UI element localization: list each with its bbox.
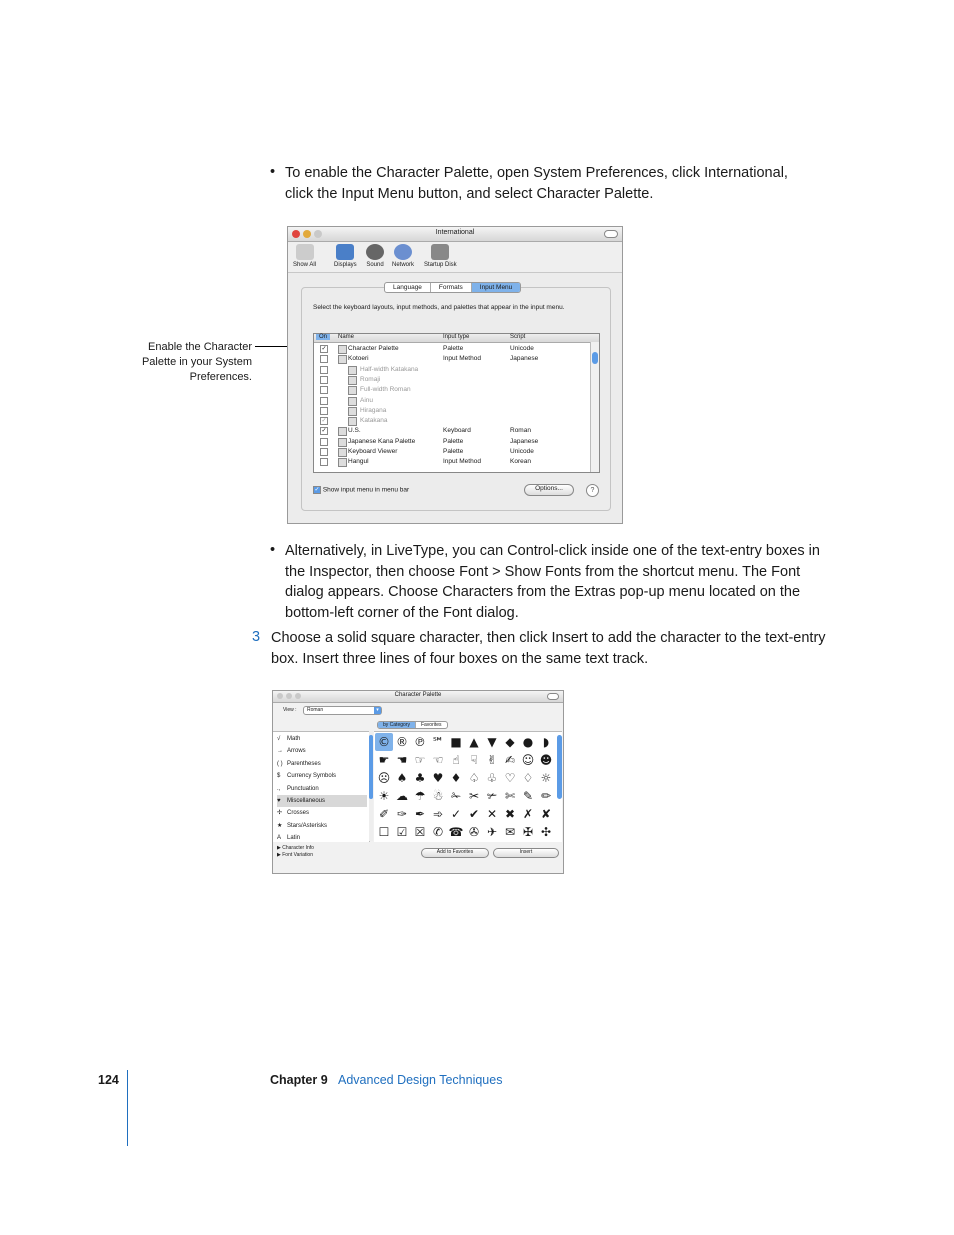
tab-input-menu[interactable]: Input Menu [472,283,521,292]
input-source-icon [338,345,347,354]
tab-formats[interactable]: Formats [431,283,472,292]
category-item[interactable] [277,820,367,832]
list-item[interactable] [314,375,589,385]
category-item[interactable] [277,795,367,807]
international-window [287,226,623,524]
show-menu-label: Show input menu in menu bar [322,486,410,494]
character-info-disclosure[interactable]: ▶ Character Info [277,845,314,851]
input-source-icon [348,417,357,426]
list-item-script: Roman [510,427,531,435]
footer-rule [127,1070,128,1146]
glyph-cell[interactable]: ➾ [432,807,444,821]
category-list [273,731,370,842]
glyph-cell[interactable]: ■ [450,735,462,749]
category-item[interactable] [277,733,367,745]
view-label: View : [283,707,297,713]
glyph-cell[interactable]: ☑ [396,825,408,839]
glyph-cell[interactable]: ✍ [504,753,516,767]
list-item[interactable] [314,354,589,364]
list-item[interactable] [314,344,589,354]
list-item[interactable] [314,437,589,447]
category-label: Parentheses [287,760,321,767]
input-source-icon [348,386,357,395]
chapter-title: Advanced Design Techniques [338,1073,503,1087]
show-all-icon [296,244,314,260]
window-title: International [435,229,475,236]
show-menu-checkbox[interactable]: ✓ [314,487,320,493]
glyph-cell[interactable]: ♤ [468,771,480,785]
palette-title: Character Palette [394,692,442,698]
glyph-cell[interactable]: ♠ [396,771,408,785]
step-number: 3 [252,629,261,645]
list-item-checkbox[interactable] [320,386,328,394]
column-script[interactable]: Script [510,334,526,340]
list-item-name: Character Palette [348,345,399,352]
category-icon: A [277,835,282,842]
category-item[interactable] [277,770,367,782]
glyph-cell[interactable]: ✔ [468,807,480,821]
toolbar-startup-disk[interactable]: Startup Disk [424,244,457,268]
category-item[interactable] [277,783,367,795]
toolbar-displays[interactable]: Displays [334,244,357,268]
category-icon: → [277,748,283,755]
glyph-cell[interactable]: ✐ [378,807,390,821]
info-disclosures [277,845,314,859]
category-icon: √ [277,736,281,742]
glyph-cell[interactable]: ✈ [486,825,498,839]
category-icon: ★ [277,822,283,829]
glyph-cell[interactable]: ☂ [414,789,426,803]
glyph-cell[interactable]: ☎ [448,825,464,839]
glyph-cell[interactable]: ✏ [540,789,552,803]
category-item[interactable] [277,807,367,819]
bullet-dot: • [270,164,276,180]
list-item-type: Palette [443,345,464,352]
list-header [314,334,599,343]
input-source-icon [348,366,357,375]
glyph-cell[interactable]: ☟ [470,753,478,767]
glyph-cell[interactable]: ☐ [378,825,390,839]
list-scrollbar[interactable] [590,342,599,472]
toolbar-network[interactable]: Network [392,244,414,268]
list-item-name: Katakana [360,417,388,425]
category-icon: $ [277,773,281,780]
glyph-cell[interactable]: ✠ [522,825,534,839]
category-label: Math [287,736,301,742]
list-item-checkbox[interactable] [320,407,328,415]
glyph-cell[interactable]: ℗ [414,735,426,749]
glyph-cell[interactable]: ▲ [469,735,479,749]
window-titlebar[interactable] [288,227,622,242]
prefs-toolbar [288,242,622,273]
glyph-grid [374,731,562,842]
category-label: Miscellaneous [287,798,326,804]
list-item-checkbox[interactable] [320,458,328,466]
input-source-icon [338,438,347,447]
glyph-cell[interactable]: ✉ [504,825,516,839]
list-item-name: Ainu [360,396,374,404]
view-select[interactable]: Roman ▾ [303,706,382,715]
glyph-cell[interactable]: ☼ [540,771,552,785]
tab-language[interactable]: Language [385,283,431,292]
list-item-type: Keyboard [443,427,471,435]
display-icon [336,244,354,260]
glyph-cell[interactable]: ● [522,735,534,749]
glyph-cell[interactable]: ✎ [522,789,534,803]
list-item-checkbox[interactable] [320,448,328,456]
palette-tab-bar [377,721,448,729]
list-item-script: Japanese [510,355,539,363]
glyph-cell[interactable]: ♣ [414,771,426,785]
glyph-cell[interactable]: ✇ [468,825,480,839]
list-item[interactable] [314,416,589,426]
category-item[interactable] [277,832,367,844]
glyph-cell[interactable]: ☚ [396,753,408,767]
list-item-type: Input Method [443,458,481,466]
glyph-cell[interactable]: ☀ [378,789,390,803]
glyph-cell[interactable]: ✕ [486,807,498,821]
list-item-checkbox[interactable] [320,355,328,363]
category-scrollbar[interactable] [369,731,373,841]
glyph-cell[interactable]: ✌ [486,753,498,767]
category-label: Currency Symbols [287,773,337,780]
toolbar-toggle-icon[interactable] [604,230,618,238]
glyph-cell[interactable]: ℠ [431,735,445,749]
list-item-name: Full-width Roman [360,386,411,394]
list-item-checkbox[interactable] [320,438,328,446]
glyph-cell[interactable]: ☺ [521,753,535,767]
toolbar-sound[interactable]: Sound [366,244,384,268]
category-label: Stars/Asterisks [287,822,328,829]
glyph-cell[interactable]: ✂ [468,789,480,803]
list-item[interactable] [314,365,589,375]
bullet-text-2: Alternatively, in LiveType, you can Control-click inside one of the text-entry boxes in the Inspector, then choose Font > Show Fonts from the shortcut menu. The Font dialog appears. Choose Characters from the Extras pop-up menu located on the bottom-left corner of the Font dialog. [285,543,820,621]
list-item[interactable] [314,406,589,416]
list-item[interactable] [314,385,589,395]
list-item-script: Korean [510,458,531,466]
category-label: Punctuation [287,785,319,792]
list-item-name: Half-width Katakana [360,365,419,373]
speaker-icon [366,244,384,260]
font-variation-disclosure[interactable]: ▶ Font Variation [277,852,313,858]
list-item-checkbox[interactable]: ✓ [321,346,327,352]
input-source-icon [338,427,347,436]
glyph-cell[interactable]: ◆ [505,735,515,749]
glyph-cell[interactable]: ✓ [450,807,462,821]
glyph-cell[interactable]: ♡ [504,771,516,785]
help-button[interactable]: ? [586,484,599,497]
glyph-cell[interactable]: ♥ [432,771,444,785]
category-icon: ( ) [277,760,283,767]
callout-text: Enable the Character Palette in your System Preferences. [141,341,252,383]
list-item-checkbox[interactable] [320,397,328,405]
step-text: Choose a solid square character, then click Insert to add the character to the text-entry box. Insert three lines of four boxes on the same text track. [271,630,826,667]
page-number: 124 [98,1073,119,1087]
category-icon: ., [277,785,281,792]
input-source-icon [348,407,357,416]
list-item-name: Kotoeri [348,355,369,363]
scrollbar-thumb[interactable] [592,352,598,364]
list-item[interactable] [314,426,589,436]
list-item-checkbox[interactable]: ✓ [321,428,327,435]
glyph-cell[interactable]: ✖ [504,807,516,821]
glyph-cell[interactable]: ☞ [414,753,426,767]
category-item[interactable] [277,758,367,770]
input-source-icon [338,458,347,467]
glyph-cell[interactable]: ☛ [378,753,390,767]
glyph-cell[interactable]: ☁ [396,789,408,803]
glyph-cell[interactable]: ♧ [486,771,498,785]
list-item-type: Input Method [443,355,481,363]
list-item[interactable] [314,457,589,467]
list-item-checkbox[interactable]: ✓ [321,418,327,425]
category-scroll-thumb[interactable] [369,735,373,799]
globe-icon [394,244,412,260]
toolbar-show-all[interactable]: Show All [293,244,316,268]
list-item-name: Hiragana [360,406,387,414]
column-on[interactable]: On [316,334,330,340]
glyph-cell[interactable]: ✒ [414,807,426,821]
input-source-icon [348,376,357,385]
glyph-cell[interactable]: ✆ [432,825,444,839]
category-label: Crosses [287,810,310,817]
glyph-cell[interactable]: ☒ [414,825,426,839]
column-name[interactable]: Name [338,334,355,340]
list-item-name: Keyboard Viewer [348,448,398,455]
list-item-type: Palette [443,448,464,455]
category-item[interactable] [277,745,367,757]
category-label: Arrows [287,748,306,755]
list-item[interactable] [314,396,589,406]
glyph-cell[interactable]: ✗ [522,807,534,821]
column-input-type[interactable]: Input type [443,334,470,340]
tab-favorites[interactable]: Favorites [420,722,442,728]
glyph-cell[interactable]: ✘ [540,807,552,821]
instructions-text: Select the keyboard layouts, input methods, and palettes that appear in the input menu. [313,304,565,311]
list-item-type: Palette [443,437,464,445]
category-icon: ✢ [277,810,283,817]
list-item-checkbox[interactable] [320,366,328,374]
insert-button[interactable]: Insert [493,848,559,858]
options-button[interactable]: Options... [524,484,574,496]
glyph-cell[interactable]: ◗ [542,735,550,749]
palette-titlebar[interactable] [273,691,563,703]
toolbar-toggle-icon[interactable] [547,693,559,700]
tab-bar [384,282,521,293]
input-source-icon [348,397,357,406]
glyph-cell[interactable]: ☜ [432,753,444,767]
category-icon: ♥ [277,798,281,804]
list-item[interactable] [314,447,589,457]
list-item-checkbox[interactable] [320,376,328,384]
glyph-cell[interactable]: ☹ [377,771,391,785]
glyph-scroll-thumb[interactable] [557,735,562,799]
chevron-down-icon: ▾ [374,707,381,714]
input-list [313,333,600,473]
glyph-cell[interactable]: ✣ [540,825,552,839]
glyph-cell[interactable]: ▼ [487,735,497,749]
list-item-script: Unicode [510,448,534,455]
character-palette-window [272,690,564,874]
glyph-cell[interactable]: ✃ [486,789,498,803]
list-item-name: Japanese Kana Palette [348,437,416,445]
list-item-script: Japanese [510,437,539,445]
glyph-cell[interactable]: ✑ [396,807,408,821]
glyph-cell[interactable]: ♢ [522,771,534,785]
glyph-cell[interactable]: ✁ [450,789,462,803]
glyph-cell[interactable]: ☝ [452,753,460,767]
input-source-icon [338,355,347,364]
input-source-icon [338,448,347,457]
glyph-cell[interactable]: ✄ [504,789,516,803]
glyph-cell[interactable]: ® [396,735,408,749]
glyph-cell[interactable]: ♦ [450,771,462,785]
bullet-text-1: To enable the Character Palette, open System Preferences, click International, click the Input Menu button, and select Character Palette. [285,165,788,202]
list-item-name: U.S. [348,427,361,435]
glyph-cell[interactable]: © [375,733,393,751]
list-item-script: Unicode [510,345,534,352]
chapter-label: Chapter 9 [270,1073,328,1087]
list-item-name: Romaji [360,375,381,383]
bullet-dot: • [270,542,276,558]
show-menu-row[interactable] [313,486,409,494]
add-to-favorites-button[interactable]: Add to Favorites [421,848,489,858]
disk-icon [431,244,449,260]
glyph-cell[interactable]: ☻ [539,753,553,767]
list-item-name: Hangul [348,458,369,466]
category-label: Latin [287,835,301,842]
tab-by-category[interactable]: by Category [378,722,416,728]
glyph-cell[interactable]: ☃ [432,789,444,803]
